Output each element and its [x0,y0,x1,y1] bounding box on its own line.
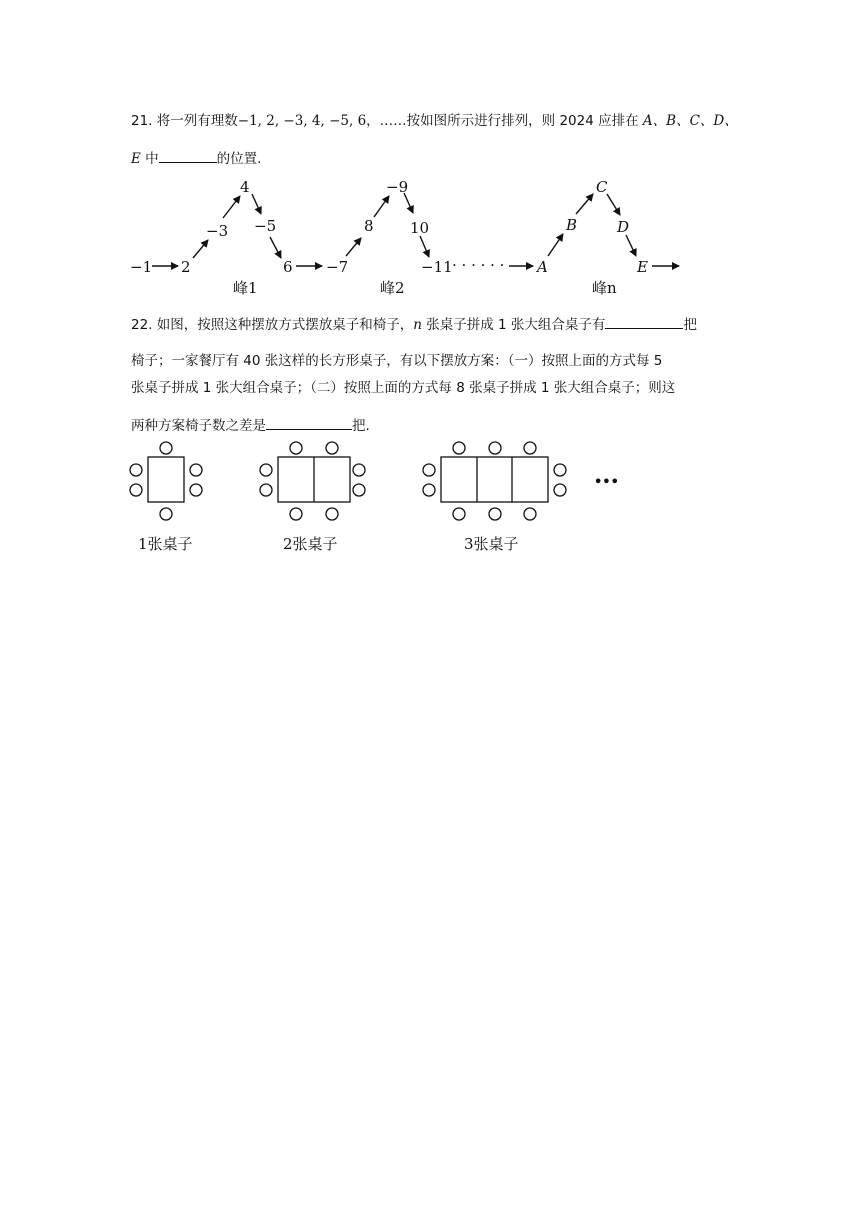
q21-text-a: 将一列有理数 [156,113,238,129]
fig21-letter-a: A [537,258,548,276]
q22-blank-2[interactable] [266,415,352,430]
q22-line3-text: 张桌子拼成 1 张大组合桌子；（二）按照上面的方式每 8 张桌子拼成 1 张大组合桌子；则这 [131,380,676,396]
q22-line3 [131,378,675,398]
table-3-rect [441,457,548,502]
q21-text-b: ，……按如图所示进行排列，则 2024 应排在 [366,113,639,129]
q22-line4b: 把. [352,418,370,434]
fig21-num: 10 [410,219,430,237]
fig21-num: −3 [206,222,229,240]
fig21-caption-peak1: 峰1 [233,279,258,297]
fig22-caption-1: 1张桌子 [138,535,193,553]
q22-line1b: 张桌子拼成 1 张大组合桌子有 [426,317,606,333]
q22-line4a: 两种方案椅子数之差是 [131,418,266,434]
fig21-num: 6 [283,258,293,276]
q21-letter-e: E [131,151,141,167]
q22-line1c: 把 [683,317,697,333]
q22-line4 [131,415,370,436]
fig22-caption-2: 2张桌子 [283,535,338,553]
fig21-letter-e: E [637,258,648,276]
fig21-letter-d: D [617,218,630,236]
fig21-num: −5 [254,217,277,235]
fig21-letter-c: C [596,178,608,196]
q21-number: 21. [131,113,153,129]
q21-mid: 中 [145,151,159,167]
q22-n: n [413,317,422,333]
q22-line2 [131,351,662,371]
q21-letters: A、B、C、D、 [642,113,738,129]
q22-blank-1[interactable] [605,314,683,329]
q22-line1 [131,314,697,335]
fig22-ellipsis: ••• [594,475,619,490]
fig21-num: 4 [240,178,250,196]
q21-suffix: 的位置. [216,151,262,167]
fig21-num: −9 [386,178,409,196]
fig21-num: −11 [421,258,453,276]
fig21-num: −1 [130,258,153,276]
fig21-num: −7 [326,258,349,276]
fig21-caption-peak2: 峰2 [380,279,405,297]
q21-sequence: −1, 2, −3, 4, −5, 6 [237,113,367,129]
fig22-tables [148,457,548,502]
q22-line1-text: 22. 如图，按照这种摆放方式摆放桌子和椅子， [131,317,414,333]
fig21-num: 8 [364,217,374,235]
fig22-chairs [130,442,566,520]
fig21-num: 2 [181,258,191,276]
q22-line2-text: 椅子；一家餐厅有 40 张这样的长方形桌子，有以下摆放方案：（一）按照上面的方式每 5 [131,353,663,369]
table-1-rect [148,457,184,502]
fig21-caption-peakn: 峰n [592,279,617,297]
fig21-dots: · · · · · · [452,256,505,274]
fig22-caption-3: 3张桌子 [464,535,519,553]
fig21-letter-b: B [566,216,578,234]
